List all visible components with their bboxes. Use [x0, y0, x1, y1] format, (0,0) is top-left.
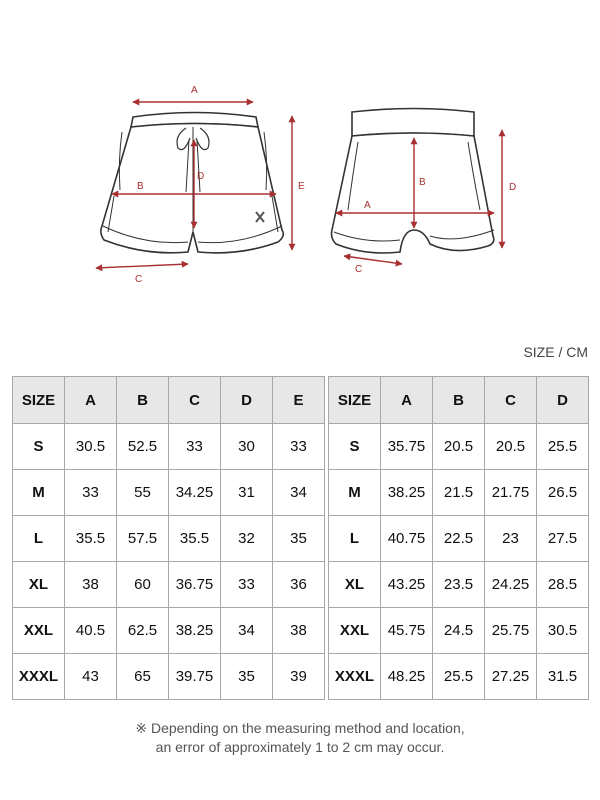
measurement-cell: 36.75 [169, 562, 221, 608]
front-label-d: D [197, 171, 205, 182]
measurement-cell: 28.5 [537, 562, 589, 608]
table-row [329, 470, 589, 516]
measurement-diagram [0, 0, 600, 330]
measurement-cell: 35.5 [169, 516, 221, 562]
front-label-c: C [135, 274, 143, 285]
table-row [13, 654, 325, 700]
unit-label: SIZE / CM [523, 344, 588, 360]
measurement-cell: 39 [273, 654, 325, 700]
measurement-cell: 31.5 [537, 654, 589, 700]
measurement-cell: 25.75 [485, 608, 537, 654]
column-header: A [65, 377, 117, 424]
measurement-cell: 39.75 [169, 654, 221, 700]
measurement-cell: 20.5 [433, 424, 485, 470]
measurement-cell: 27.25 [485, 654, 537, 700]
column-header: C [169, 377, 221, 424]
measurement-cell: 38 [273, 608, 325, 654]
measurement-cell: 43 [65, 654, 117, 700]
measurement-cell: 21.5 [433, 470, 485, 516]
size-cell: XL [13, 562, 65, 608]
measurement-cell: 23.5 [433, 562, 485, 608]
measurement-cell: 34 [273, 470, 325, 516]
measurement-cell: 38.25 [169, 608, 221, 654]
column-header: B [117, 377, 169, 424]
table-row [13, 470, 325, 516]
measurement-cell: 33 [169, 424, 221, 470]
front-shorts-illustration [101, 113, 283, 253]
header-row [13, 377, 325, 424]
column-header: C [485, 377, 537, 424]
measurement-cell: 30.5 [537, 608, 589, 654]
size-table-front [12, 376, 325, 700]
column-header: SIZE [13, 377, 65, 424]
back-label-b: B [419, 177, 426, 188]
back-label-d: D [509, 182, 517, 193]
size-cell: XXXL [329, 654, 381, 700]
measurement-cell: 34 [221, 608, 273, 654]
measurement-cell: 38 [65, 562, 117, 608]
measurement-cell: 23 [485, 516, 537, 562]
front-label-a: A [191, 85, 198, 96]
measurement-cell: 33 [65, 470, 117, 516]
measurement-cell: 52.5 [117, 424, 169, 470]
table-row [329, 654, 589, 700]
measurement-cell: 48.25 [381, 654, 433, 700]
measurement-cell: 32 [221, 516, 273, 562]
size-cell: M [329, 470, 381, 516]
size-cell: S [329, 424, 381, 470]
header-row [329, 377, 589, 424]
measurement-cell: 34.25 [169, 470, 221, 516]
front-label-e: E [298, 181, 305, 192]
back-shorts-illustration [332, 109, 495, 254]
size-cell: XL [329, 562, 381, 608]
note-line-2: an error of approximately 1 to 2 cm may occur. [155, 739, 445, 755]
note-line-1: ※ Depending on the measuring method and location, [135, 720, 465, 736]
measurement-cell: 35.75 [381, 424, 433, 470]
measurement-cell: 33 [273, 424, 325, 470]
table-row [13, 562, 325, 608]
measurement-cell: 60 [117, 562, 169, 608]
size-cell: L [329, 516, 381, 562]
table-row [329, 424, 589, 470]
measurement-cell: 36 [273, 562, 325, 608]
measurement-cell: 35.5 [65, 516, 117, 562]
size-cell: L [13, 516, 65, 562]
measurement-cell: 57.5 [117, 516, 169, 562]
measurement-cell: 35 [273, 516, 325, 562]
column-header: A [381, 377, 433, 424]
column-header: SIZE [329, 377, 381, 424]
column-header: D [221, 377, 273, 424]
table-row [13, 424, 325, 470]
measurement-cell: 33 [221, 562, 273, 608]
measurement-cell: 40.75 [381, 516, 433, 562]
table-row [13, 516, 325, 562]
column-header: E [273, 377, 325, 424]
measurement-cell: 24.5 [433, 608, 485, 654]
measurement-cell: 43.25 [381, 562, 433, 608]
size-cell: XXXL [13, 654, 65, 700]
measurement-cell: 55 [117, 470, 169, 516]
measurement-cell: 38.25 [381, 470, 433, 516]
measurement-cell: 31 [221, 470, 273, 516]
measurement-cell: 62.5 [117, 608, 169, 654]
column-header: B [433, 377, 485, 424]
front-label-b: B [137, 181, 144, 192]
column-header: D [537, 377, 589, 424]
measurement-cell: 30.5 [65, 424, 117, 470]
table-row [13, 608, 325, 654]
table-row [329, 516, 589, 562]
measurement-cell: 25.5 [433, 654, 485, 700]
table-row [329, 562, 589, 608]
size-cell: XXL [329, 608, 381, 654]
measurement-cell: 22.5 [433, 516, 485, 562]
table-row [329, 608, 589, 654]
size-cell: XXL [13, 608, 65, 654]
measurement-cell: 24.25 [485, 562, 537, 608]
measurement-cell: 25.5 [537, 424, 589, 470]
size-table-back [328, 376, 589, 700]
measurement-cell: 27.5 [537, 516, 589, 562]
measurement-cell: 21.75 [485, 470, 537, 516]
measurement-cell: 26.5 [537, 470, 589, 516]
measurement-cell: 20.5 [485, 424, 537, 470]
measurement-cell: 65 [117, 654, 169, 700]
measurement-cell: 30 [221, 424, 273, 470]
back-label-c: C [355, 264, 363, 275]
size-cell: S [13, 424, 65, 470]
measurement-cell: 35 [221, 654, 273, 700]
measurement-cell: 45.75 [381, 608, 433, 654]
measurement-cell: 40.5 [65, 608, 117, 654]
size-cell: M [13, 470, 65, 516]
back-label-a: A [364, 200, 371, 211]
